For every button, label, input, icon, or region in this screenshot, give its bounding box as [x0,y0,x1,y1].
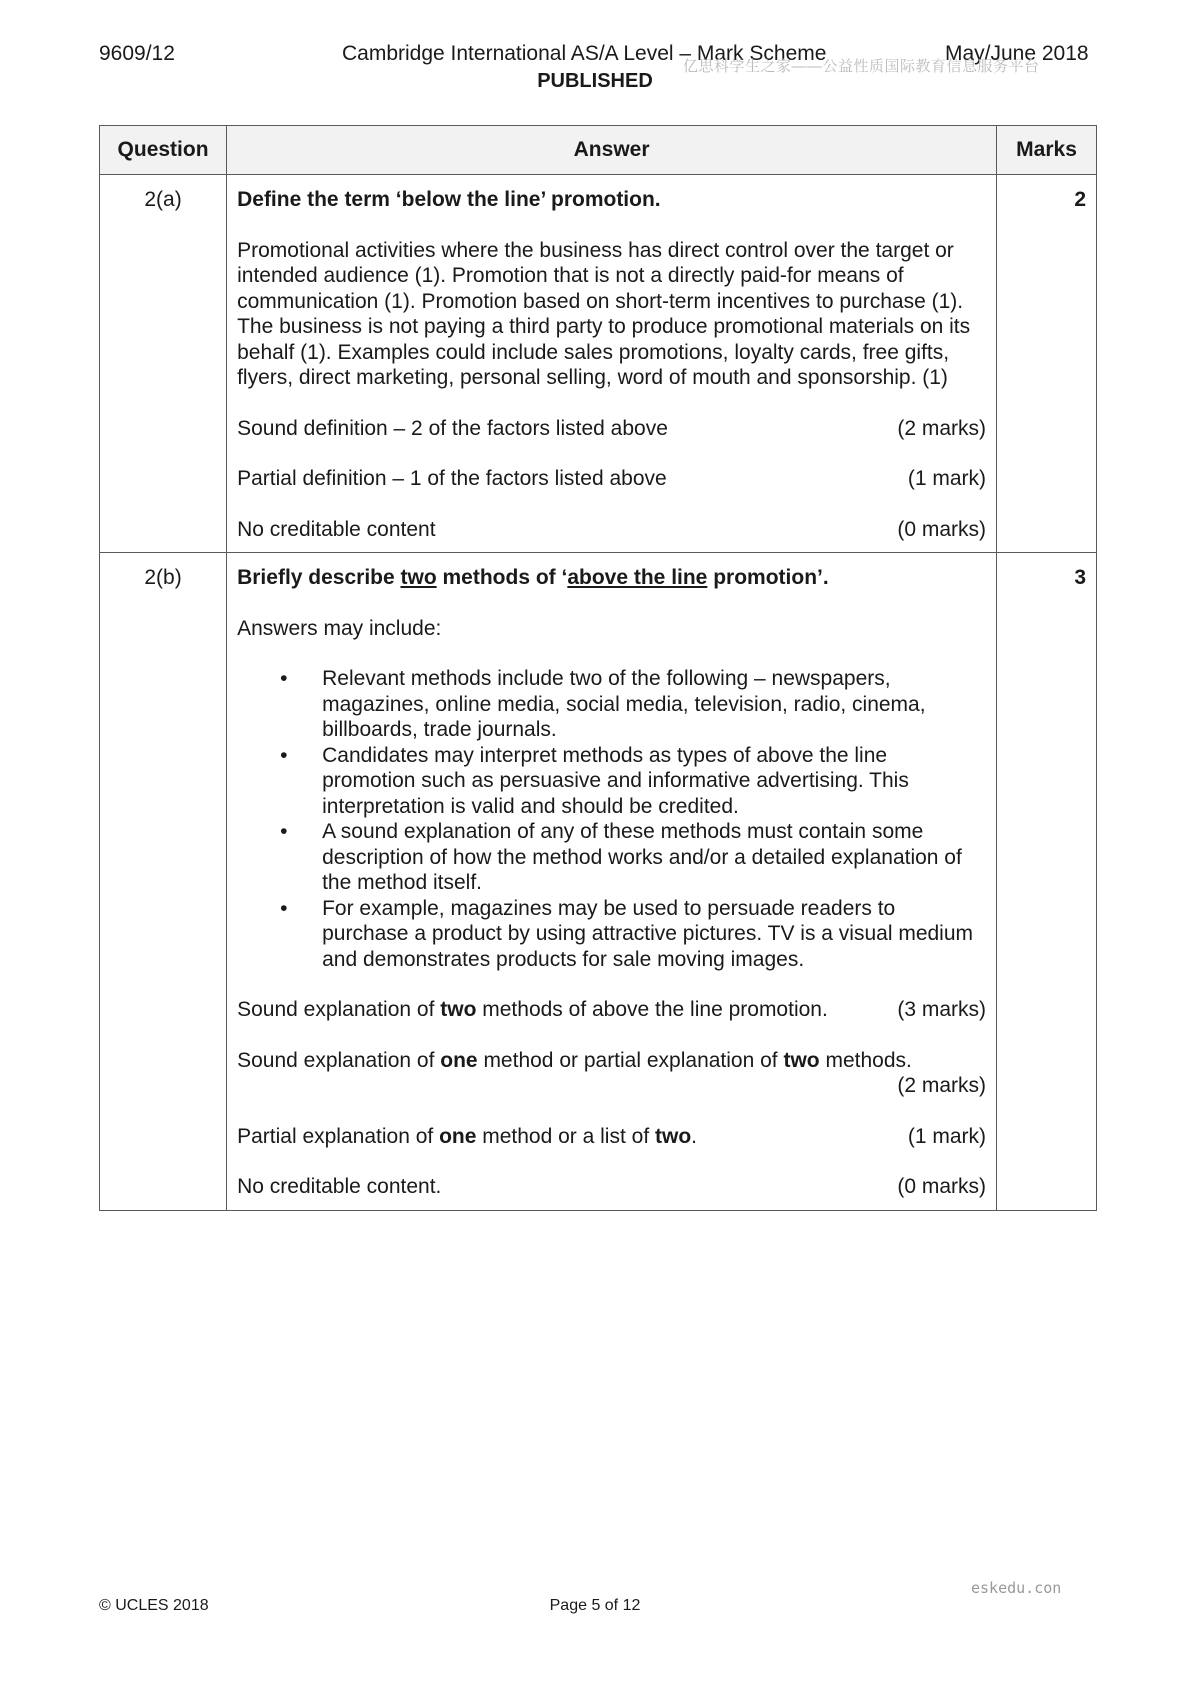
published-label: PUBLISHED [537,70,653,92]
copyright: © UCLES 2018 [99,1597,209,1614]
criterion-2a-1 [237,416,986,442]
marks-2a: 2 [997,175,1097,553]
criterion-text: Partial definition – 1 of the factors listed above [237,467,667,490]
criterion-text-emphasis: two [783,1048,820,1072]
question-text-2b [237,565,986,591]
criterion-marks: (2 marks) [897,416,987,440]
document-title: Cambridge International AS/A Level – Mark Scheme [342,42,827,65]
answer-column-header: Answer [227,126,997,175]
criterion-text-part: Sound explanation of [237,1048,441,1072]
question-text-emphasis: two [400,566,437,589]
page-number: Page 5 of 12 [549,1597,641,1614]
paper-code: 9609/12 [99,42,175,65]
table-row-2a [100,175,1097,553]
question-text-emphasis: above the line [567,566,708,589]
criterion-text [237,997,828,1023]
question-text-2a: Define the term ‘below the line’ promotion. [237,188,661,211]
criterion-text-part: methods. [819,1048,912,1072]
question-text-part: Briefly describe [237,566,401,589]
criterion-text: No creditable content. [237,1175,442,1198]
criterion-marks: (1 mark) [907,467,987,490]
exam-session: May/June 2018 [945,42,1089,65]
bullet-item: • For example, magazines may be used to persuade readers to purchase a product by using attractive pictures. TV is a visual medium and demonstrates products for sale moving images. [322,896,986,973]
criterion-2b-4 [237,1174,986,1200]
criterion-text-part: Sound explanation of [237,998,441,1021]
criterion-2b-2 [237,1048,986,1099]
criterion-text-part: method or partial explanation of [477,1048,784,1072]
criterion-text-part: methods of above the line promotion. [476,998,828,1021]
answers-intro-2b: Answers may include: [237,616,442,640]
question-number-2b: 2(b) [100,553,227,1211]
mark-scheme-table [99,125,1097,1211]
bullet-item: • Relevant methods include two of the following – newspapers, magazines, online media, social media, television, radio, cinema, billboards, trade journals. [322,666,986,743]
criterion-2a-2 [237,466,986,492]
criterion-text-emphasis: one [440,1048,478,1072]
question-text-part: methods of ‘ [436,566,568,589]
table-header-row [100,126,1097,175]
criterion-marks: (0 marks) [897,517,987,541]
bullet-item: • Candidates may interpret methods as types of above the line promotion such as persuasive and informative advertising. This interpretation is valid and should be credited. [322,743,986,820]
watermark-text: 亿思科学生之家——公益性质国际教育信息服务平台 [683,58,1040,75]
table-row-2b [100,553,1097,1211]
answer-cell-2a [227,175,997,553]
criterion-marks: (3 marks) [897,998,987,1021]
criterion-text-part: . [691,1124,697,1148]
criterion-text-emphasis: two [440,998,477,1021]
criterion-text-part: Partial explanation of [237,1124,440,1148]
question-text-part: promotion’. [707,566,829,589]
criterion-marks: (2 marks) [897,1074,987,1097]
criterion-2b-3 [237,1124,986,1150]
criterion-marks: (1 mark) [907,1124,987,1148]
criterion-text: Sound definition – 2 of the factors listed above [237,416,668,440]
criterion-text [237,1124,697,1150]
criterion-text-emphasis: two [655,1124,692,1148]
criterion-text: No creditable content [237,517,436,541]
model-answer-2a: Promotional activities where the business has direct control over the target or intended audience (1). Promotion that is not a directly paid-for means of communication (1). Promotion based on short-term incentives to purchase (1). The business is not paying a third party to produce promotional materials on its behalf (1). Examples could include sales promotions, loyalty cards, free gifts, flyers, direct marketing, personal selling, word of mouth and sponsorship. (1) [237,238,971,389]
question-column-header: Question [100,126,227,175]
question-number-2a: 2(a) [100,175,227,553]
site-watermark: eskedu.con [971,1579,1062,1597]
bullet-item: • A sound explanation of any of these methods must contain some description of how the method works and/or a detailed explanation of the method itself. [322,819,986,896]
criterion-2b-1 [237,997,986,1023]
marks-column-header: Marks [997,126,1097,175]
criterion-2a-3 [237,517,986,543]
answer-cell-2b [227,553,997,1211]
marks-2b: 3 [997,553,1097,1211]
criterion-text-part: method or a list of [476,1124,655,1148]
criterion-text-emphasis: one [439,1124,477,1148]
criterion-text [237,1048,986,1074]
criterion-marks: (0 marks) [897,1175,987,1198]
answer-bullet-list [237,666,986,972]
